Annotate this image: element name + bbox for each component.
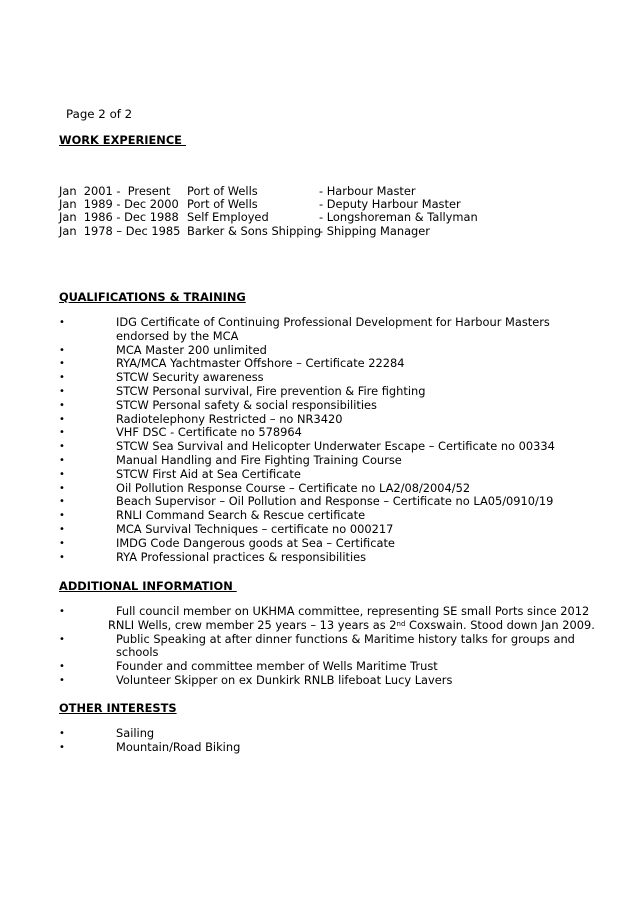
bullet-icon: • (59, 454, 65, 466)
page-number: Page 2 of 2 (66, 107, 133, 121)
work-dates: Jan 2001 - Present (59, 184, 171, 198)
interest-text: Mountain/Road Biking (116, 739, 241, 754)
bullet-icon: • (59, 358, 65, 370)
qualification-text: STCW Security awareness (116, 370, 264, 385)
list-item (59, 426, 604, 440)
qualification-text: STCW Sea Survival and Helicopter Underwater Escape – Certificate no 00334 (116, 439, 555, 454)
ordinal-suffix: nd (396, 619, 406, 628)
qualification-text: IMDG Code Dangerous goods at Sea – Certificate (116, 535, 395, 550)
bullet-icon: • (59, 372, 65, 384)
list-item (59, 727, 604, 741)
qualification-text: IDG Certificate of Continuing Professional Development for Harbour Masters endorsed by the MCA (116, 315, 550, 343)
list-item (59, 344, 604, 358)
list-item (59, 482, 604, 496)
qualifications-list (59, 316, 604, 564)
qualification-text: Radiotelephony Restricted – no NR3420 (116, 411, 343, 426)
bullet-icon: • (59, 385, 65, 397)
qualifications-heading: QUALIFICATIONS & TRAINING (59, 290, 246, 304)
bullet-icon: • (59, 317, 65, 328)
interest-text: Sailing (116, 726, 155, 740)
bullet-icon: • (59, 468, 65, 480)
work-employer: Barker & Sons Shipping (187, 223, 322, 238)
qualification-text: RYA Professional practices & responsibilities (116, 549, 367, 564)
list-item (59, 371, 604, 385)
bullet-icon: • (59, 427, 65, 439)
list-item (59, 605, 604, 619)
work-experience-table (59, 184, 478, 238)
work-role: - Longshoreman & Tallyman (319, 210, 478, 225)
work-role: - Harbour Master (319, 184, 416, 198)
work-experience-heading: WORK EXPERIENCE (59, 133, 186, 147)
qualification-text: Beach Supervisor – Oil Pollution and Response – Certificate no LA05/0910/19 (116, 494, 554, 509)
list-item (59, 495, 604, 509)
work-employer: Port of Wells (187, 184, 258, 198)
work-row (59, 223, 430, 238)
work-role: - Deputy Harbour Master (319, 197, 461, 212)
qualification-text: MCA Master 200 unlimited (116, 342, 267, 357)
list-item (59, 537, 604, 551)
work-dates: Jan 1989 - Dec 2000 (59, 197, 179, 212)
bullet-icon: • (59, 661, 65, 673)
bullet-icon: • (59, 633, 65, 645)
bullet-icon: • (59, 413, 65, 425)
bullet-icon: • (59, 482, 65, 494)
work-dates: Jan 1978 – Dec 1985 (59, 223, 181, 238)
additional-info-heading: ADDITIONAL INFORMATION (59, 579, 237, 593)
work-role: - Shipping Manager (319, 223, 430, 238)
bullet-icon: • (59, 674, 65, 686)
bullet-icon: • (59, 510, 65, 522)
list-item (59, 633, 604, 661)
qualification-text: STCW Personal survival, Fire prevention & Fire fighting (116, 383, 426, 398)
bullet-icon: • (59, 523, 65, 535)
bullet-icon: • (59, 441, 65, 453)
bullet-icon: • (59, 741, 65, 753)
additional-info-text: Public Speaking at after dinner functions & Maritime history talks for groups and schools (116, 631, 575, 660)
bullet-icon: • (59, 606, 65, 617)
list-item (59, 741, 604, 755)
list-item (59, 523, 604, 537)
list-item (59, 440, 604, 454)
other-interests-heading: OTHER INTERESTS (59, 701, 177, 715)
list-item (59, 551, 604, 565)
qualification-text: RNLI Command Search & Rescue certificate (116, 508, 366, 523)
list-item (59, 454, 604, 468)
list-item (59, 509, 604, 523)
list-item (59, 619, 604, 633)
work-row (59, 210, 478, 225)
bullet-icon: • (59, 399, 65, 411)
additional-info-text: Full council member on UKHMA committee, representing SE small Ports since 2012 (116, 604, 590, 618)
list-item (59, 674, 604, 688)
rnli-text-end: Coxswain. Stood down Jan 2009. (405, 617, 595, 632)
bullet-icon: • (59, 496, 65, 508)
qualification-text: STCW First Aid at Sea Certificate (116, 466, 301, 481)
qualification-text: Manual Handling and Fire Fighting Training Course (116, 452, 402, 467)
list-item (59, 413, 604, 427)
bullet-icon: • (59, 728, 65, 739)
list-item (59, 385, 604, 399)
list-item (59, 468, 604, 482)
additional-info-text: Founder and committee member of Wells Maritime Trust (116, 659, 438, 674)
additional-info-text: Volunteer Skipper on ex Dunkirk RNLB lifeboat Lucy Lavers (116, 672, 453, 687)
list-item (59, 399, 604, 413)
list-item (59, 660, 604, 674)
rnli-text-start: RNLI Wells, crew member 25 years – 13 years as 2 (108, 617, 397, 632)
bullet-icon: • (59, 537, 65, 549)
bullet-icon: • (59, 551, 65, 563)
qualification-text: VHF DSC - Certificate no 578964 (116, 425, 302, 440)
additional-info-list (59, 605, 604, 688)
qualification-text: STCW Personal safety & social responsibilities (116, 397, 377, 412)
bullet-icon: • (59, 344, 65, 356)
list-item (59, 357, 604, 371)
qualification-text: RYA/MCA Yachtmaster Offshore – Certificate 22284 (116, 356, 405, 371)
qualification-text: Oil Pollution Response Course – Certificate no LA2/08/2004/52 (116, 480, 471, 495)
work-employer: Port of Wells (187, 197, 258, 212)
work-dates: Jan 1986 - Dec 1988 (59, 210, 179, 225)
qualification-text: MCA Survival Techniques – certificate no 000217 (116, 521, 394, 536)
other-interests-list (59, 727, 604, 755)
work-employer: Self Employed (187, 210, 269, 225)
list-item (59, 316, 604, 344)
